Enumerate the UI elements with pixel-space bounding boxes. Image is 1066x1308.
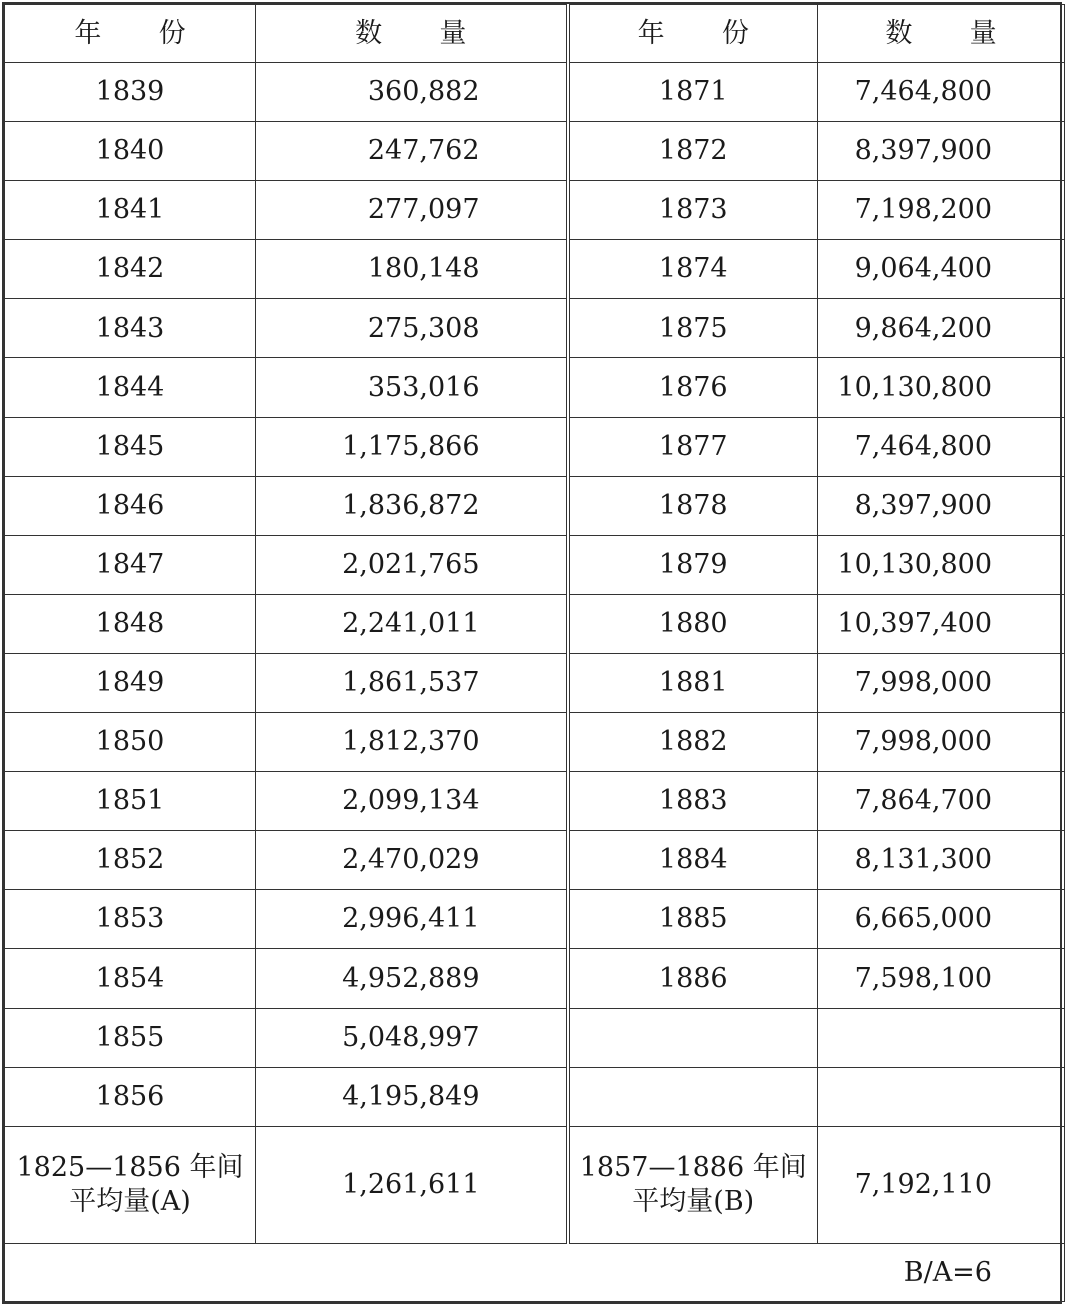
year-right-cell: 1876	[568, 358, 818, 417]
qty-left-cell: 2,241,011	[256, 594, 568, 653]
year-left-cell: 1850	[5, 713, 256, 772]
qty-right-cell: 9,064,400	[818, 240, 1065, 299]
header-year-left: 年 份	[5, 5, 256, 63]
year-right-cell: 1878	[568, 476, 818, 535]
qty-right-cell: 7,998,000	[818, 653, 1065, 712]
year-right-cell: 1880	[568, 594, 818, 653]
year-left-cell: 1840	[5, 122, 256, 181]
qty-right-cell: 10,130,800	[818, 535, 1065, 594]
qty-left-cell: 360,882	[256, 63, 568, 122]
table-row	[5, 417, 1065, 476]
table-row	[5, 63, 1065, 122]
qty-left-cell: 180,148	[256, 240, 568, 299]
qty-right-cell: 8,131,300	[818, 831, 1065, 890]
trade-quantity-table	[4, 4, 1065, 1302]
year-left-cell: 1853	[5, 890, 256, 949]
year-right-cell: 1872	[568, 122, 818, 181]
qty-right-cell: 7,598,100	[818, 949, 1065, 1008]
year-left-cell: 1852	[5, 831, 256, 890]
table-row	[5, 713, 1065, 772]
year-right-cell: 1886	[568, 949, 818, 1008]
avg-label-left-line1: 1825—1856 年间	[16, 1152, 244, 1184]
qty-right-cell: 7,198,200	[818, 181, 1065, 240]
avg-label-right-line2: 平均量(B)	[632, 1185, 755, 1217]
table-row	[5, 890, 1065, 949]
year-right-cell: 1885	[568, 890, 818, 949]
header-year-right: 年 份	[568, 5, 818, 63]
qty-right-cell: 7,998,000	[818, 713, 1065, 772]
qty-left-cell: 2,021,765	[256, 535, 568, 594]
year-right-cell: 1882	[568, 713, 818, 772]
year-left-cell: 1849	[5, 653, 256, 712]
table-row	[5, 476, 1065, 535]
table-row	[5, 240, 1065, 299]
qty-left-cell: 5,048,997	[256, 1008, 568, 1067]
qty-left-cell: 247,762	[256, 122, 568, 181]
year-right-cell: 1873	[568, 181, 818, 240]
table-row	[5, 535, 1065, 594]
year-right-cell: 1874	[568, 240, 818, 299]
qty-right-cell: 10,130,800	[818, 358, 1065, 417]
year-right-cell: 1877	[568, 417, 818, 476]
year-right-cell	[568, 1008, 818, 1067]
header-row	[5, 5, 1065, 63]
avg-value-left: 1,261,611	[256, 1126, 568, 1243]
table-row	[5, 122, 1065, 181]
table-row	[5, 949, 1065, 1008]
ratio-cell: B/A=6	[5, 1243, 1065, 1301]
year-left-cell: 1845	[5, 417, 256, 476]
qty-left-cell: 1,175,866	[256, 417, 568, 476]
table-row	[5, 299, 1065, 358]
year-right-cell: 1884	[568, 831, 818, 890]
qty-left-cell: 353,016	[256, 358, 568, 417]
year-left-cell: 1846	[5, 476, 256, 535]
year-left-cell: 1855	[5, 1008, 256, 1067]
qty-right-cell	[818, 1067, 1065, 1126]
qty-left-cell: 4,952,889	[256, 949, 568, 1008]
year-left-cell: 1847	[5, 535, 256, 594]
year-left-cell: 1841	[5, 181, 256, 240]
year-left-cell: 1856	[5, 1067, 256, 1126]
year-left-cell: 1842	[5, 240, 256, 299]
qty-right-cell: 7,864,700	[818, 772, 1065, 831]
qty-left-cell: 4,195,849	[256, 1067, 568, 1126]
average-row	[5, 1126, 1065, 1243]
qty-left-cell: 1,812,370	[256, 713, 568, 772]
year-right-cell: 1879	[568, 535, 818, 594]
qty-right-cell: 10,397,400	[818, 594, 1065, 653]
table-row	[5, 1067, 1065, 1126]
qty-right-cell: 7,464,800	[818, 417, 1065, 476]
avg-label-right	[568, 1126, 818, 1243]
qty-left-cell: 2,470,029	[256, 831, 568, 890]
year-right-cell	[568, 1067, 818, 1126]
qty-right-cell: 7,464,800	[818, 63, 1065, 122]
header-qty-right: 数 量	[818, 5, 1065, 63]
table-row	[5, 831, 1065, 890]
table-row	[5, 358, 1065, 417]
year-left-cell: 1854	[5, 949, 256, 1008]
qty-right-cell: 8,397,900	[818, 476, 1065, 535]
year-right-cell: 1875	[568, 299, 818, 358]
qty-left-cell: 1,861,537	[256, 653, 568, 712]
qty-right-cell	[818, 1008, 1065, 1067]
qty-left-cell: 1,836,872	[256, 476, 568, 535]
qty-left-cell: 275,308	[256, 299, 568, 358]
year-left-cell: 1848	[5, 594, 256, 653]
year-left-cell: 1843	[5, 299, 256, 358]
year-left-cell: 1844	[5, 358, 256, 417]
header-qty-left: 数 量	[256, 5, 568, 63]
avg-value-right: 7,192,110	[818, 1126, 1065, 1243]
avg-label-left-line2: 平均量(A)	[69, 1185, 191, 1217]
table-row	[5, 1008, 1065, 1067]
qty-right-cell: 6,665,000	[818, 890, 1065, 949]
year-right-cell: 1871	[568, 63, 818, 122]
table-row	[5, 181, 1065, 240]
qty-left-cell: 2,099,134	[256, 772, 568, 831]
table-row	[5, 594, 1065, 653]
avg-label-left	[5, 1126, 256, 1243]
year-right-cell: 1883	[568, 772, 818, 831]
ratio-row	[5, 1243, 1065, 1301]
qty-right-cell: 8,397,900	[818, 122, 1065, 181]
year-left-cell: 1839	[5, 63, 256, 122]
year-right-cell: 1881	[568, 653, 818, 712]
qty-left-cell: 2,996,411	[256, 890, 568, 949]
table-row	[5, 772, 1065, 831]
table-row	[5, 653, 1065, 712]
data-table-container	[2, 2, 1062, 1304]
year-left-cell: 1851	[5, 772, 256, 831]
qty-left-cell: 277,097	[256, 181, 568, 240]
qty-right-cell: 9,864,200	[818, 299, 1065, 358]
avg-label-right-line1: 1857—1886 年间	[579, 1152, 807, 1184]
